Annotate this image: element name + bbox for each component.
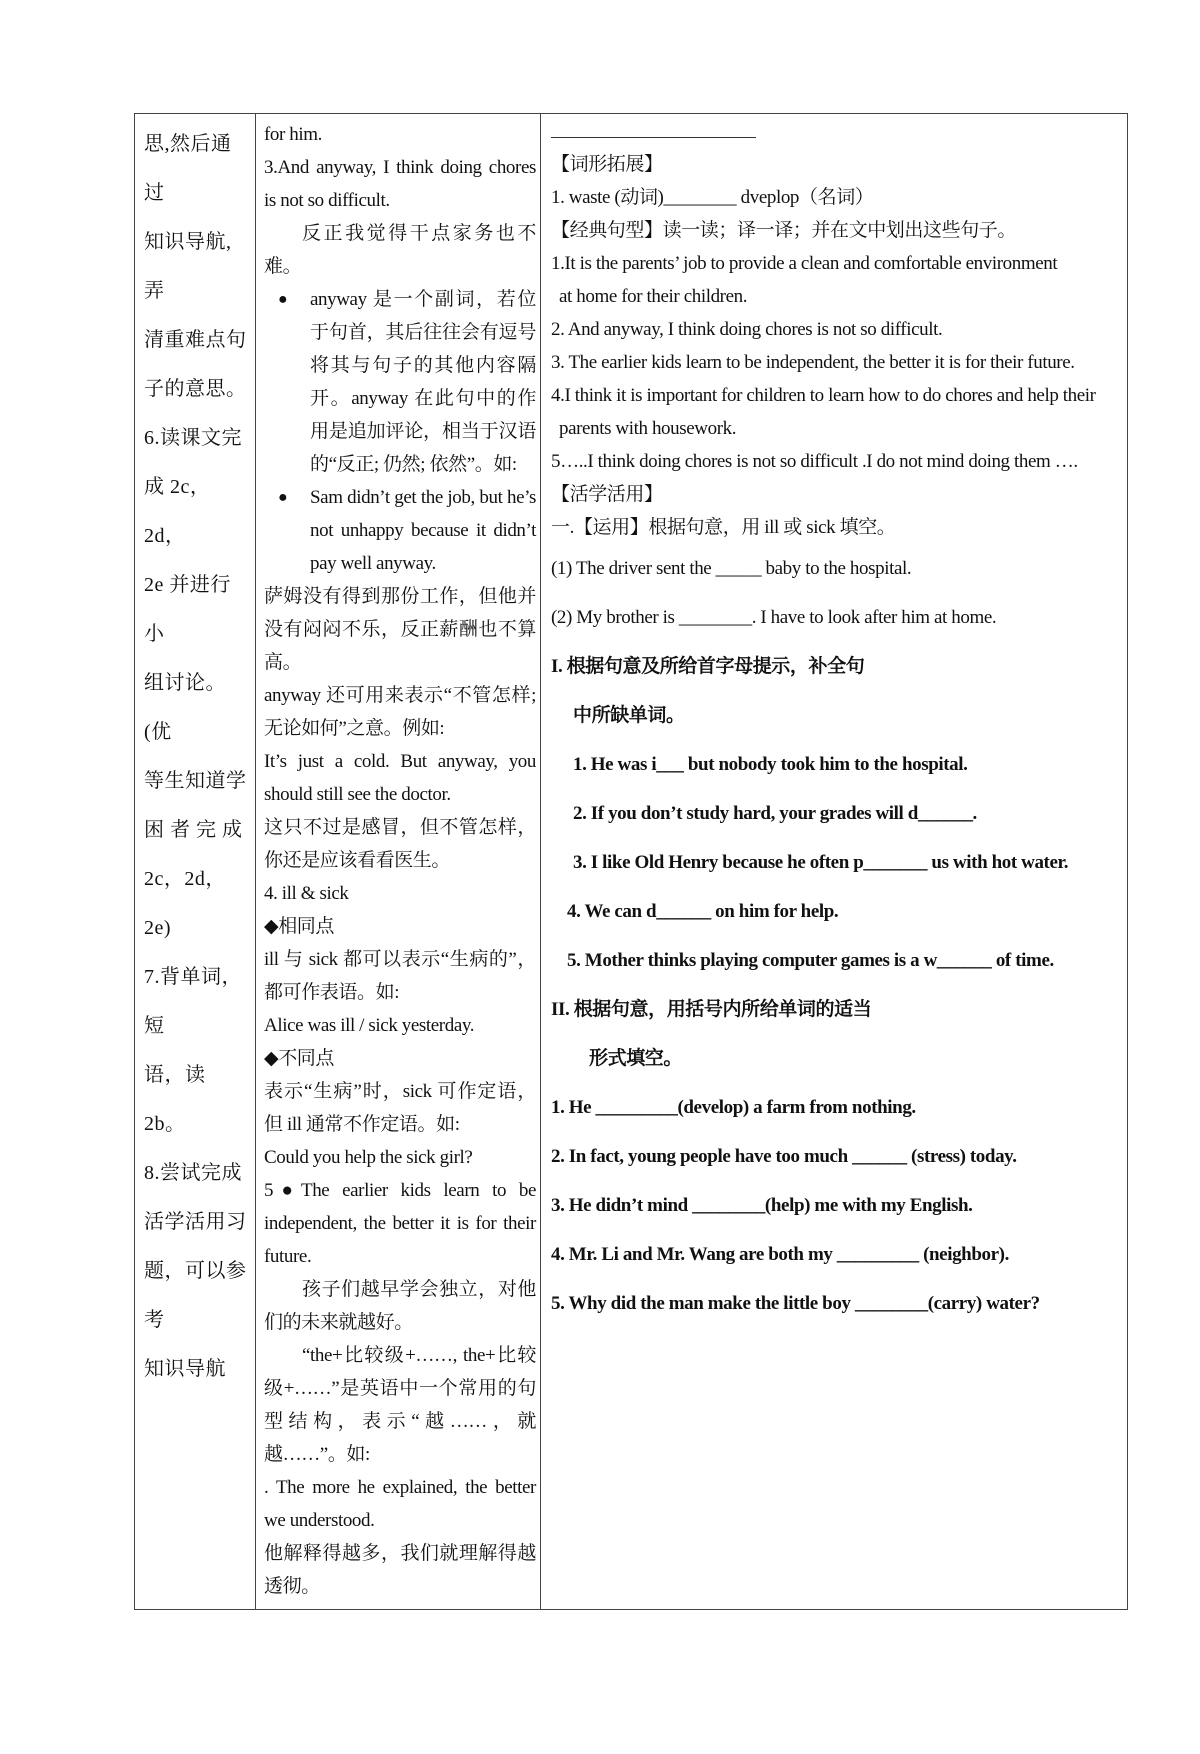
section-1-title-cont: 中所缺单词。 [573,705,685,726]
point-3: 3.And anyway, I think doing chores is not so difficult. [264,157,536,211]
text-line: 表示“生病”时，sick 可作定语，但 ill 通常不作定语。如: [264,1081,536,1135]
underline [551,119,756,138]
step-line: 清重难点句 [144,329,247,351]
exercise-item: 4. We can d______ on him for help. [567,901,839,922]
point-5: 5●The earlier kids learn to be independent, the better it is for their future. [264,1180,536,1267]
step-line: 子的意思。 [144,378,247,400]
bullet-item [264,283,536,481]
step-line: 等生知道学 [144,770,247,792]
ill-sick-item: (1) The driver sent the _____ baby to the hospital. [551,558,912,579]
knowledge-column [256,114,541,1610]
step-line: 知识导航 [144,1358,226,1380]
exercise-column [541,114,1128,1610]
bullet-icon: ● [278,489,288,506]
word-item: 1. waste (动词)________ dveplop（名词） [551,187,874,208]
point-5-translation: 孩子们越早学会独立，对他们的未来就越好。 [264,1279,536,1333]
bullet-icon: ● [278,291,288,308]
sentence-item: 2. And anyway, I think doing chores is not so difficult. [551,319,943,340]
ill-sick-item: (2) My brother is ________. I have to look after him at home. [551,607,997,628]
bullet-text: Sam didn’t get the job, but he’s not unhappy because it didn’t pay well anyway. [310,487,536,574]
sentence-heading: 【经典句型】读一读；译一译；并在文中划出这些句子。 [551,220,1017,241]
steps-column [135,114,256,1610]
bullet-item [264,481,536,580]
exercise-item: 5. Why did the man make the little boy ________(carry) water? [551,1293,1040,1314]
step-line: 7.背单词，短 [144,966,242,1037]
step-line: 6.读课文完 [144,427,242,449]
point-4: 4. ill & sick [264,883,349,904]
sentence-item: 5…..I think doing chores is not so difficult .I do not mind doing them …. [551,451,1078,472]
exercise-item: 4. Mr. Li and Mr. Wang are both my _________ (neighbor). [551,1244,1009,1265]
sentence-item: 3. The earlier kids learn to be independent, the better it is for their future. [551,352,1075,373]
step-line: 8.尝试完成 [144,1162,242,1184]
exercise-item: 3. He didn’t mind ________(help) me with my English. [551,1195,973,1216]
section-2-title-cont: 形式填空。 [589,1048,683,1069]
step-line: 组讨论。(优 [144,672,226,743]
step-line: 2c，2d，2e) [144,868,226,939]
step-line: 思,然后通过 [144,133,232,204]
point-3-translation: 反正我觉得干点家务也不难。 [264,223,536,277]
exercise-item: 2. If you don’t study hard, your grades will d______. [573,803,977,824]
ill-sick-title: 一.【运用】根据句意，用 ill 或 sick 填空。 [551,517,896,538]
same-heading: ◆相同点 [264,916,335,937]
word-heading: 【词形拓展】 [551,154,663,175]
sentence-item-cont: at home for their children. [559,286,748,307]
section-1-title: I. 根据句意及所给首字母提示，补全句 [551,656,865,677]
practice-heading: 【活学活用】 [551,484,663,505]
text-line: ill 与 sick 都可以表示“生病的”，都可作表语。如: [264,949,536,1003]
sentence-item: 1.It is the parents’ job to provide a clean and comfortable environment [551,253,1058,274]
sentence-item: 4.I think it is important for children to learn how to do chores and help their [551,385,1096,406]
blank-line [551,118,1121,148]
example-sentence: Alice was ill / sick yesterday. [264,1015,475,1036]
steps-list [135,114,255,1394]
example-translation: 萨姆没有得到那份工作，但他并没有闷闷不乐，反正薪酬也不算高。 [264,586,536,673]
step-line: 活学活用习 [144,1211,247,1233]
worksheet-table [134,113,1128,1610]
text-line: anyway 还可用来表示“不管怎样;无论如何”之意。例如: [264,685,536,739]
step-line: 知识导航,弄 [144,231,232,302]
step-line: 2e 并进行小 [144,574,231,645]
step-line: 成 2c，2d， [144,476,211,547]
exercise-item: 2. In fact, young people have too much ______ (stress) today. [551,1146,1017,1167]
example-sentence: It’s just a cold. But anyway, you should still see the doctor. [264,751,536,805]
exercise-item: 1. He was i___ but nobody took him to the hospital. [573,754,968,775]
step-line: 困 者 完 成 [144,819,243,841]
text-line: “the+比较级+……, the+比较级+……”是英语中一个常用的句型结构，表示“越……，就越……”。如: [264,1345,536,1465]
step-line: 语，读 2b。 [144,1064,206,1135]
text-line: for him. [264,124,323,145]
sentence-item-cont: parents with housework. [559,418,737,439]
example-sentence: . The more he explained, the better we understood. [264,1477,536,1531]
exercise-item: 1. He _________(develop) a farm from nothing. [551,1097,916,1118]
section-2-title: II. 根据句意，用括号内所给单词的适当 [551,999,872,1020]
example-sentence: Could you help the sick girl? [264,1147,473,1168]
diff-heading: ◆不同点 [264,1048,335,1069]
example-translation: 这只不过是感冒，但不管怎样，你还是应该看看医生。 [264,817,536,871]
exercise-item: 5. Mother thinks playing computer games is a w______ of time. [567,950,1054,971]
exercise-item: 3. I like Old Henry because he often p_______ us with hot water. [573,852,1069,873]
step-line: 题，可以参考 [144,1260,247,1331]
example-translation: 他解释得越多，我们就理解得越透彻。 [264,1543,536,1597]
bullet-text: anyway 是一个副词，若位于句首，其后往往会有逗号将其与句子的其他内容隔开。anyway 在此句中的作用是追加评论，相当于汉语的“反正; 仍然; 依然”。如: [310,289,536,475]
